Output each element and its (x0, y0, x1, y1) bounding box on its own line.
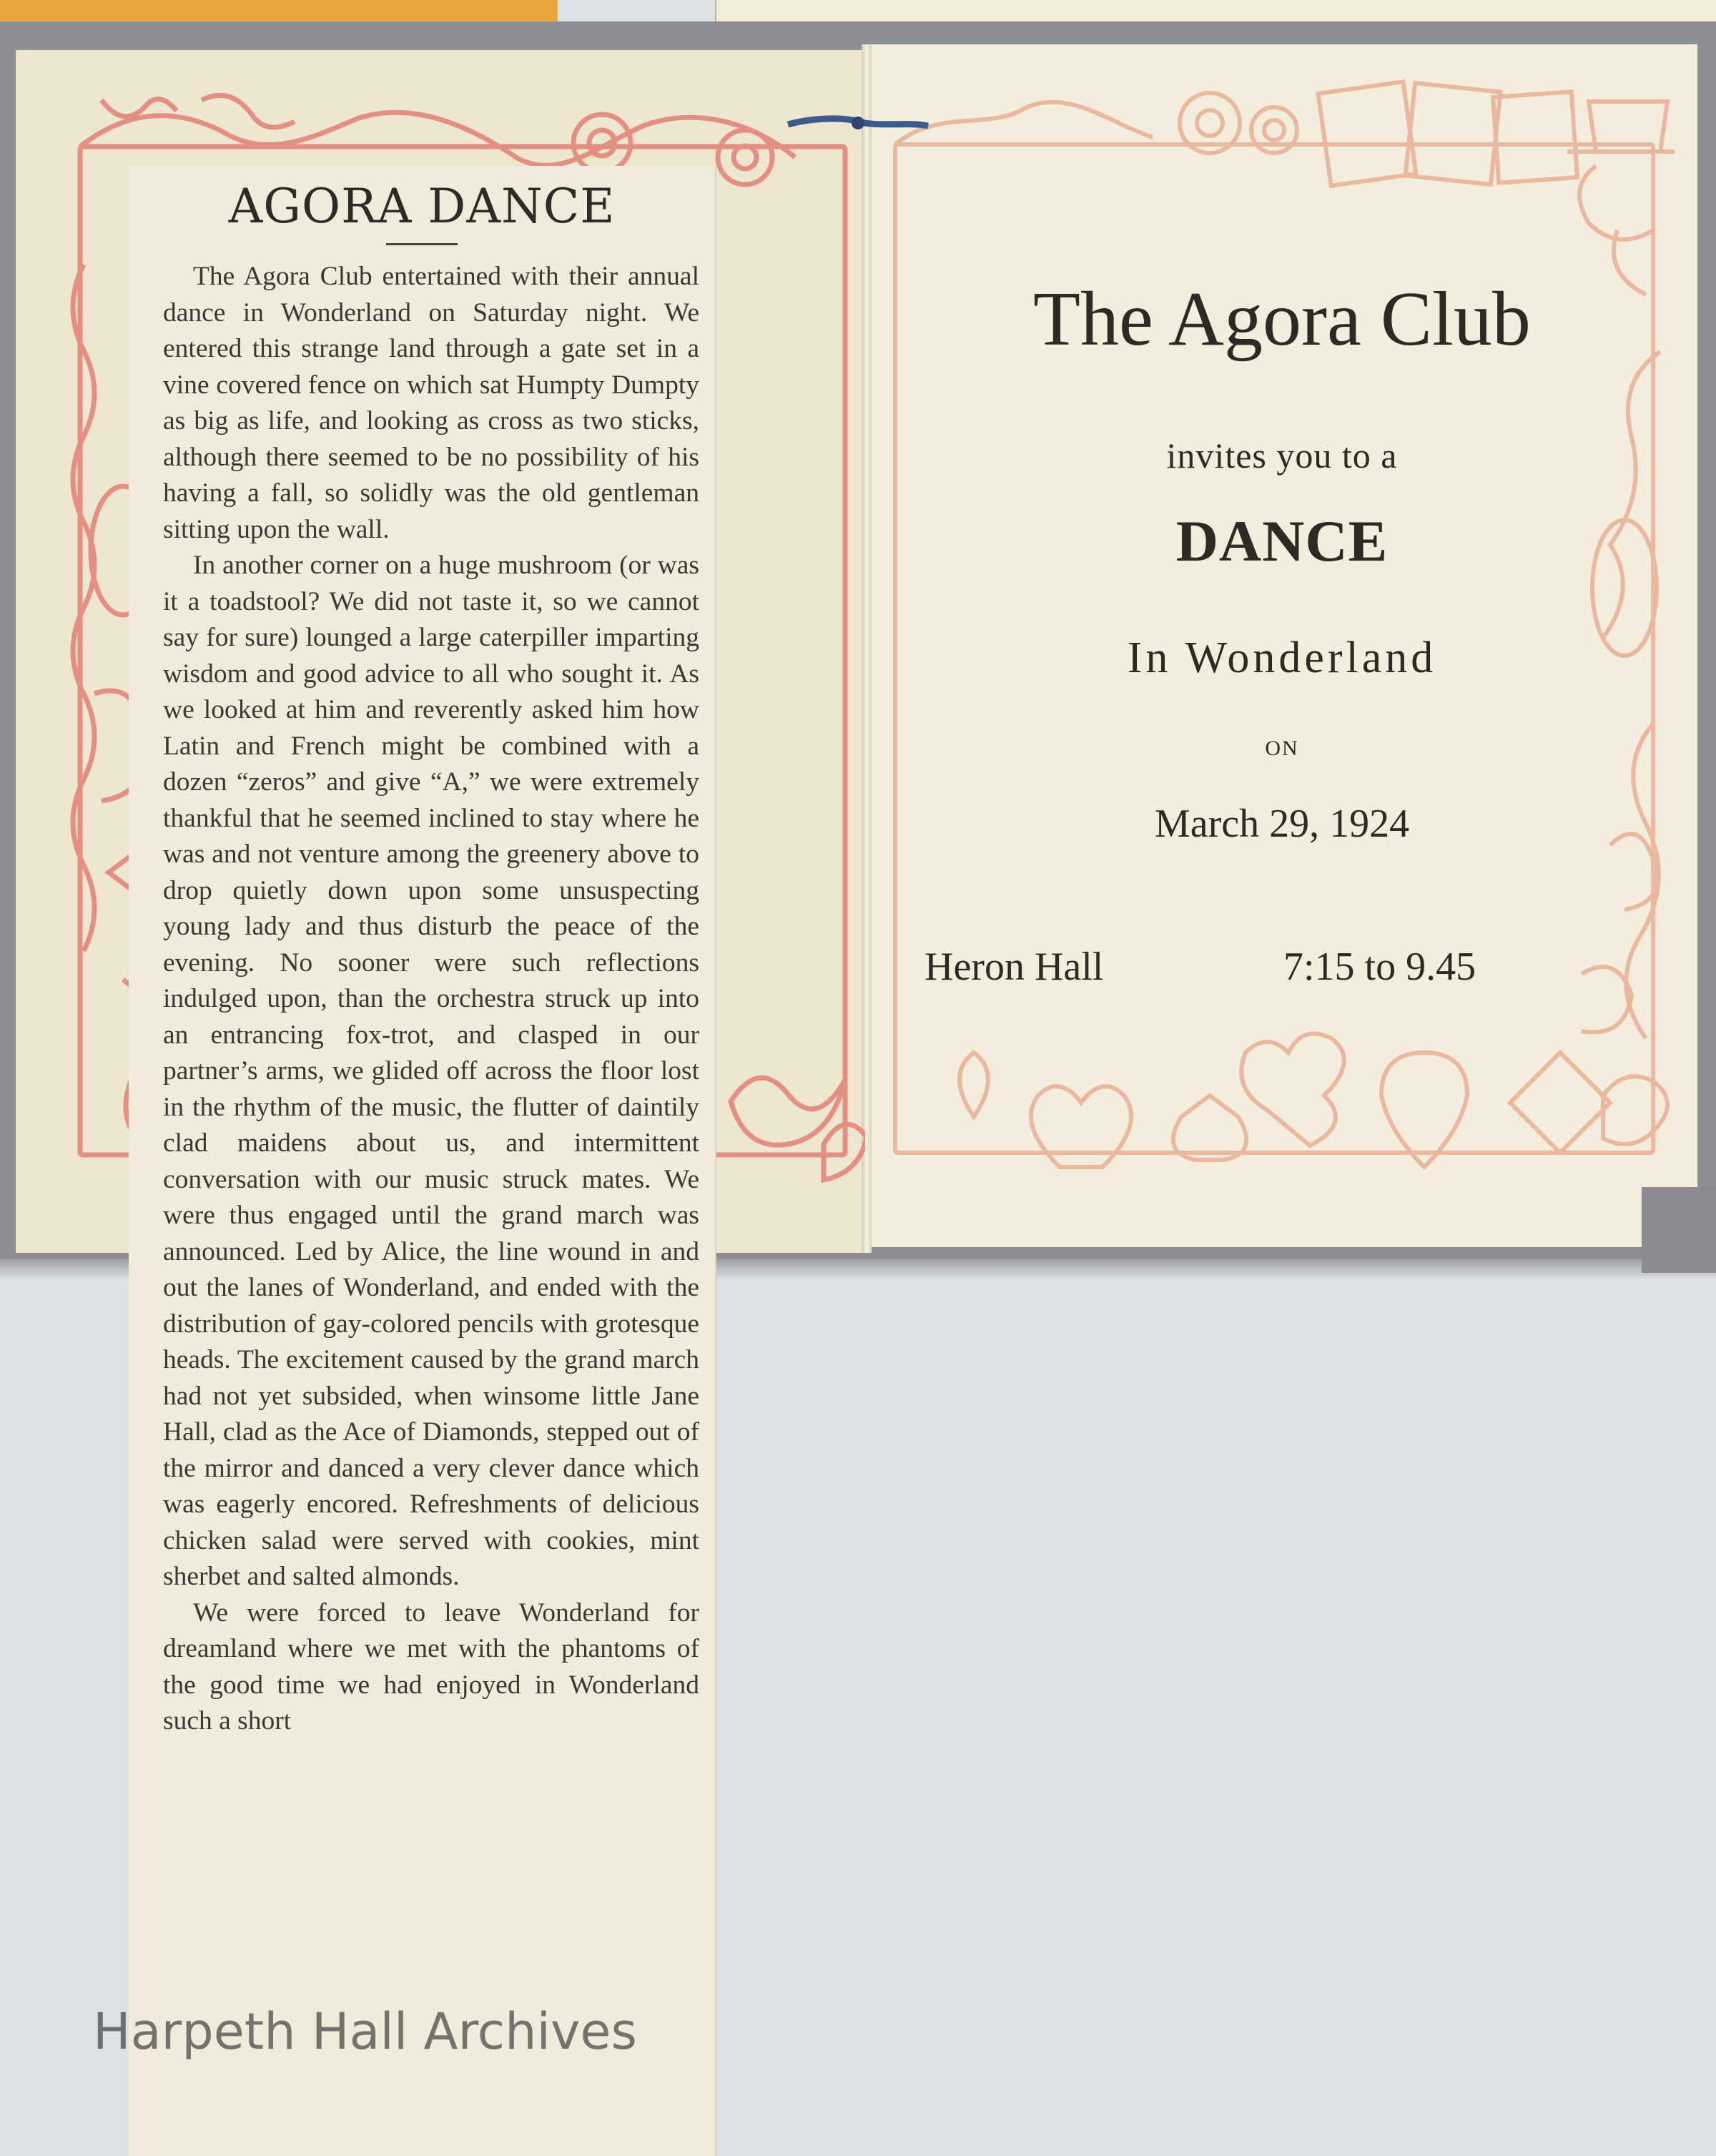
invitation-date: March 29, 1924 (1154, 802, 1410, 846)
archive-watermark: Harpeth Hall Archives (93, 2002, 637, 2061)
invitation-event: DANCE (1175, 508, 1389, 574)
blue-ribbon-tie-icon (786, 114, 930, 136)
clipping-paragraph: We were forced to leave Wonderland for dreamland where we met with the phantoms of the good time we had enjoyed in Wonderland such a short (163, 1598, 699, 1736)
newspaper-clipping (129, 166, 715, 2156)
clipping-title: AGORA DANCE (228, 179, 616, 234)
invitation-invites-line: invites you to a (1166, 435, 1398, 476)
clipping-paragraph: In another corner on a huge mushroom (or was it a toadstool? We did not taste it, so we cannot say for sure) lounged a large caterpiller imparting wisdom and good advice to all who sought it. As we looked at him and reverently asked him how Latin and French might be combined with a dozen “zeros” and give “A,” we were extremely thankful that he seemed inclined to stay where he was and not venture among the greenery above to drop quietly down upon some unsuspecting young lady and thus disturb the peace of the evening. No sooner were such reflections indulged upon, than the orchestra struck up into an entrancing fox-trot, and clasped in our partner’s arms, we glided off across the floor lost in the rhythm of the music, the flutter of daintily clad maidens about us, and intermittent conversation with our music struck mates. We were thus engaged until the grand march was announced. Led by Alice, the line wound in and out the lanes of Wonderland, and ended with the distribution of gay-colored pencils with grotesque heads. The excitement caused by the grand march had not yet subsided, when winsome little Jane Hall, clad as the Ace of Diamonds, stepped out of the mirror and danced a very clever dance which was eagerly encored. Refreshments of delicious chicken salad were served with cookies, mint sherbet and salted almonds. (163, 551, 699, 1591)
invitation-venue: Heron Hall (924, 945, 1104, 989)
clipping-body (163, 259, 699, 1740)
invitation-on-label: ON (1265, 737, 1299, 760)
invitation-time: 7:15 to 9.45 (1283, 945, 1476, 989)
clipping-title-rule (386, 243, 458, 245)
clipping-paragraph: The Agora Club entertained with their annual dance in Wonderland on Saturday night. We entered this strange land through a gate set in a vine covered fence on which sat Humpty Dumpty as big as life, and looking as cross as two sticks, although there seemed to be no possibility of his having a fall, so solidly was the old gentleman sitting upon the wall. (163, 262, 699, 544)
invitation-title: The Agora Club (1033, 277, 1531, 362)
invitation-theme: In Wonderland (1127, 634, 1437, 682)
